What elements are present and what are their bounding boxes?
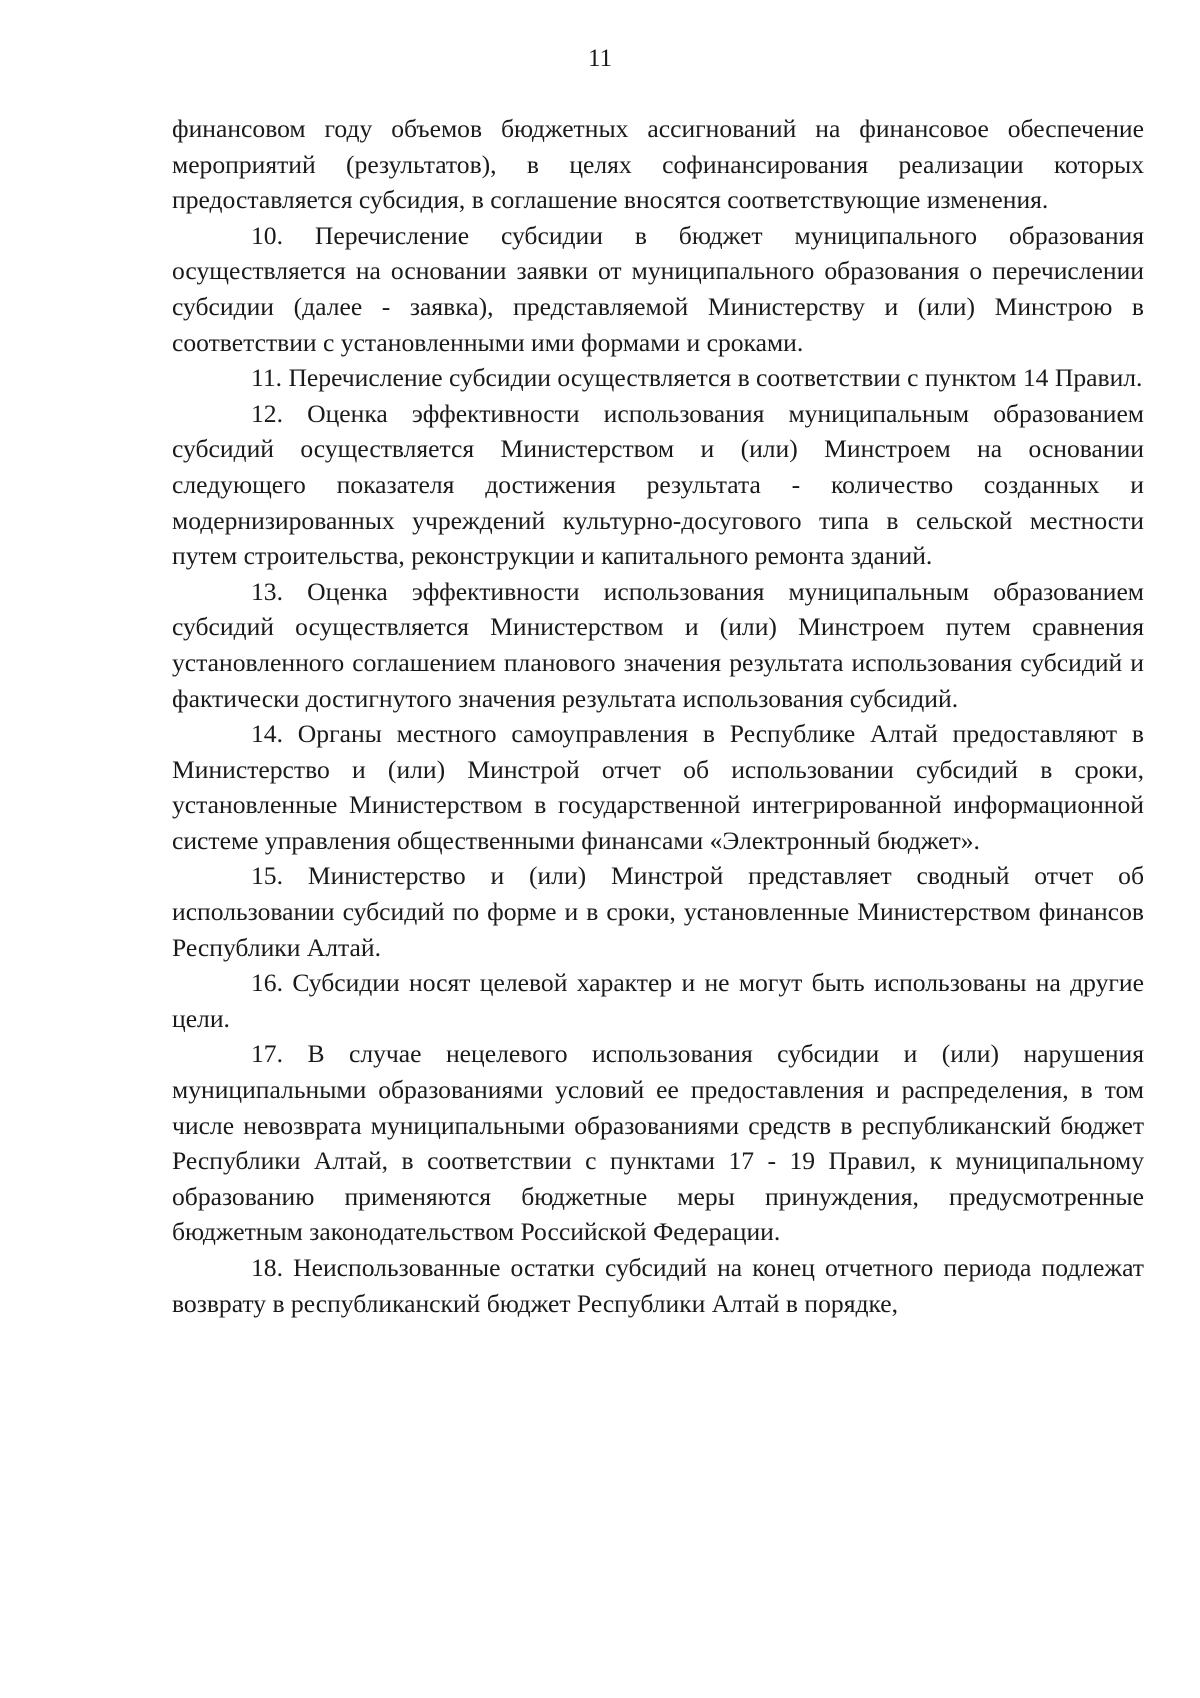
document-body [172,111,1144,1321]
paragraph-12: 12. Оценка эффективности использования муниципальным образованием субсидий осуществляется Министерством и (или) Минстроем на основании следующего показателя достижения результата - количество созданных и модернизированных учреждений культурно-досугового типа в сельской местности путем строительства, реконструкции и капитального ремонта зданий. [172,398,1144,571]
paragraph-15: 15. Министерство и (или) Минстрой представляет сводный отчет об использовании субсидий по форме и в сроки, установленные Министерством финансов Республики Алтай. [172,861,1144,962]
paragraph-18: 18. Неиспользованные остатки субсидий на конец отчетного периода подлежат возврату в республиканский бюджет Республики Алтай в порядке, [172,1253,1144,1318]
paragraph-13: 13. Оценка эффективности использования муниципальным образованием субсидий осуществляется Министерством и (или) Минстроем путем сравнения установленного соглашением планового значения результата использования субсидий и фактически достигнутого значения результата использования субсидий. [172,576,1144,713]
paragraph-continuation: финансовом году объемов бюджетных ассигнований на финансовое обеспечение мероприятий (результатов), в целях софинансирования реализации которых предоставляется субсидия, в соглашение вносятся соответствующие изменения. [172,114,1144,215]
paragraph-10: 10. Перечисление субсидии в бюджет муниципального образования осуществляется на основании заявки от муниципального образования о перечислении субсидии (далее - заявка), представляемой Министерству и (или) Минстрою в соответствии с установленными ими формами и сроками. [172,220,1144,357]
paragraph-11: 11. Перечисление субсидии осуществляется в соответствии с пунктом 14 Правил. [251,363,1143,393]
paragraph-16: 16. Субсидии носят целевой характер и не могут быть использованы на другие цели. [172,968,1144,1033]
page-number: 11 [587,45,613,72]
paragraph-17: 17. В случае нецелевого использования субсидии и (или) нарушения муниципальными образованиями условий ее предоставления и распределения, в том числе невозврата муниципальными образованиями средств в республиканский бюджет Республики Алтай, в соответствии с пунктами 17 - 19 Правил, к муниципальному образованию применяются бюджетные меры принуждения, предусмотренные бюджетным законодательством Российской Федерации. [172,1039,1144,1247]
paragraph-14: 14. Органы местного самоуправления в Республике Алтай предоставляют в Министерство и (или) Минстрой отчет об использовании субсидий в сроки, установленные Министерством в государственной интегрированной информационной системе управления общественными финансами «Электронный бюджет». [172,719,1144,855]
